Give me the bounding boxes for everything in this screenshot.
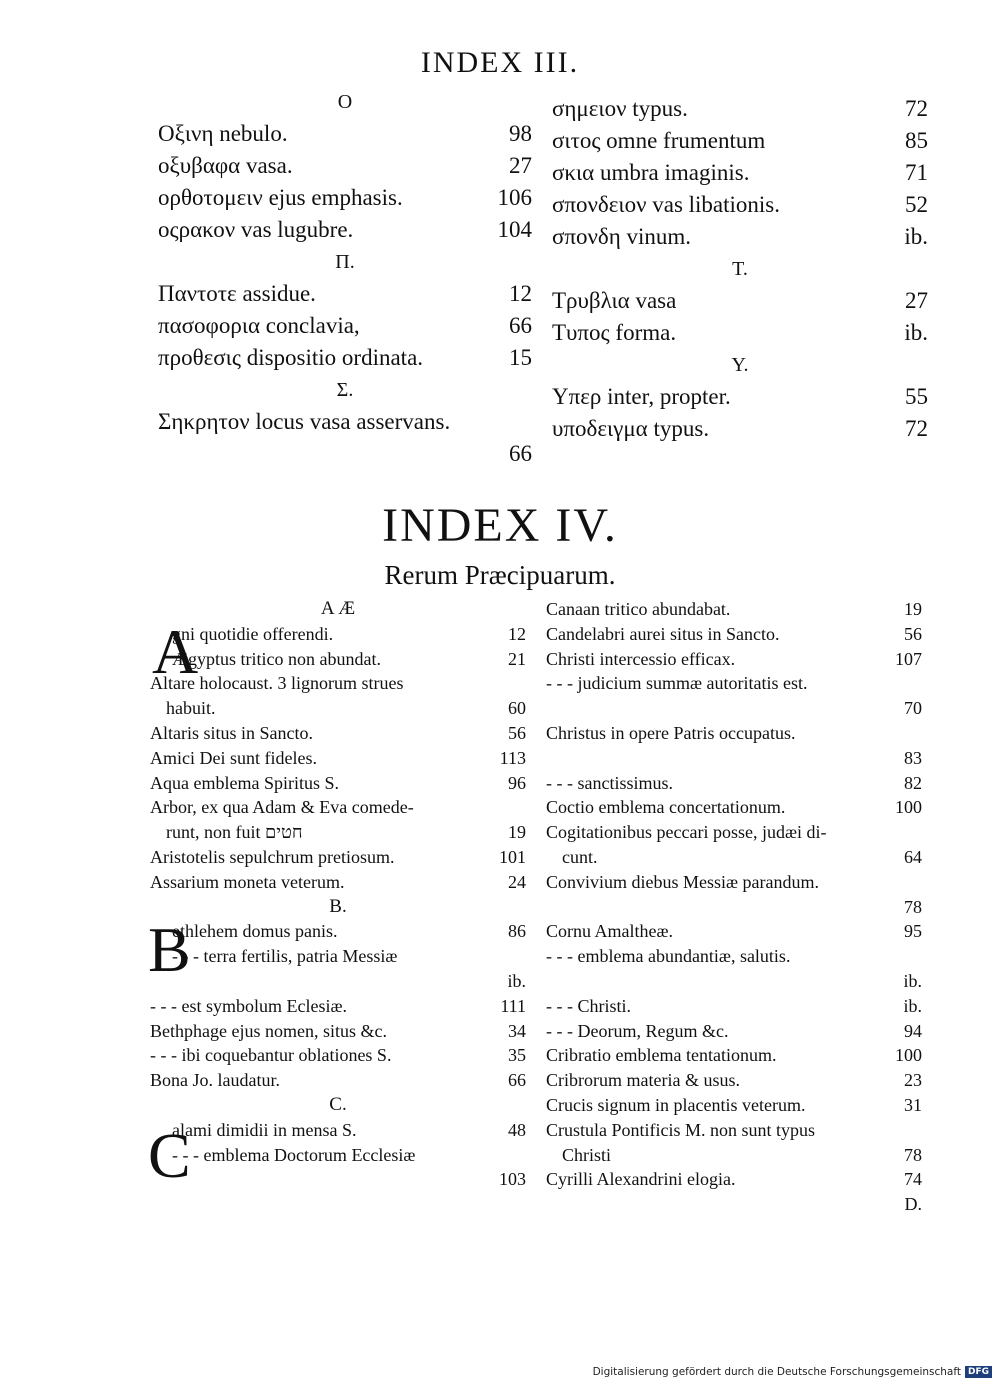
entry-text: Canaan tritico abundabat. [546, 599, 731, 619]
index-iv-subtitle: Rerum Præcipuarum. [384, 560, 616, 590]
entry-text: Bona Jo. laudatur. [150, 1070, 280, 1091]
entry-text: υποδειγμα typus. [552, 416, 710, 441]
section-letter: B. [329, 895, 347, 917]
drop-cap-a: A [152, 616, 199, 687]
entry-text [158, 438, 164, 470]
entry-text: Ægyptus tritico non abundat. [172, 648, 381, 669]
entry-text: σπονδη vinum. [552, 224, 692, 249]
entry-text [546, 1192, 551, 1217]
index-entry [546, 746, 922, 771]
section-letter: Π. [335, 251, 355, 273]
entry-page-number: 27 [509, 153, 532, 178]
greek-index-right-column [552, 93, 928, 445]
index-entry [150, 746, 526, 771]
entry-text: Altaris situs in Sancto. [150, 722, 313, 743]
index-entry [150, 1143, 526, 1168]
entry-page-number: 64 [904, 846, 922, 867]
drop-cap-b: B [148, 914, 191, 985]
entry-page-number: 78 [904, 1144, 922, 1165]
entry-page-number: ib. [507, 970, 526, 991]
index-entry [150, 1167, 526, 1192]
index-entry [546, 969, 922, 994]
entry-page-number: 56 [904, 623, 922, 644]
entry-page-number: 19 [508, 822, 526, 843]
entry-text: - - - emblema Doctorum Ecclesiæ [172, 1144, 416, 1165]
entry-page-number: 100 [895, 1045, 922, 1066]
entry-page-number: 107 [895, 648, 922, 669]
index-entry [150, 820, 526, 845]
entry-page-number: 82 [904, 772, 922, 793]
entry-text: cunt. [562, 846, 598, 867]
index-entry [158, 406, 532, 438]
index-entry [546, 1068, 922, 1093]
index-entry [150, 1118, 526, 1143]
entry-page-number: 55 [905, 384, 928, 409]
entry-page-number: 12 [508, 623, 526, 644]
index-entry [552, 157, 928, 189]
entry-text: - - - terra fertilis, patria Messiæ [172, 946, 398, 967]
index-entry [552, 93, 928, 125]
entry-text: Altare holocaust. 3 lignorum strues [150, 673, 404, 694]
index-entry [150, 969, 526, 994]
entry-text: Cribratio emblema tentationum. [546, 1045, 777, 1066]
index-entry [552, 189, 928, 221]
entry-text [150, 969, 155, 994]
index-entry [546, 622, 922, 647]
entry-page-number: 71 [905, 160, 928, 185]
entry-page-number: 15 [509, 345, 532, 370]
entry-text: - - - emblema abundantiæ, salutis. [546, 946, 791, 967]
entry-page-number: 98 [509, 121, 532, 146]
entry-page-number: 101 [499, 846, 526, 867]
index-entry [158, 118, 532, 150]
entry-text: - - - Christi. [546, 995, 631, 1016]
entry-text: προθεσις dispositio ordinata. [158, 345, 424, 370]
entry-text: Crucis signum in placentis veterum. [546, 1094, 806, 1115]
entry-page-number: ib. [904, 224, 928, 249]
index-entry [552, 381, 928, 413]
index-entry [150, 1019, 526, 1044]
section-letter: Σ. [336, 379, 354, 401]
index-entry [546, 895, 922, 920]
entry-page-number: 94 [904, 1020, 922, 1041]
entry-text: Christi [562, 1144, 612, 1165]
entry-text: ορθοτομειν ejus emphasis. [158, 185, 403, 210]
entry-page-number: D. [904, 1194, 922, 1215]
index-entry [546, 919, 922, 944]
index-entry [546, 944, 922, 969]
entry-page-number: 19 [904, 599, 922, 619]
entry-page-number: 72 [905, 96, 928, 121]
index-entry [546, 994, 922, 1019]
entry-text [546, 746, 551, 771]
entry-text: Bethphage ejus nomen, situs &c. [150, 1020, 387, 1041]
index-entry [552, 285, 928, 317]
entry-page-number: 56 [508, 722, 526, 743]
section-letter: C. [329, 1093, 347, 1115]
entry-text: Christi intercessio efficax. [546, 648, 736, 669]
entry-text: Aristotelis sepulchrum pretiosum. [150, 846, 395, 867]
section-letter: Υ. [731, 354, 749, 376]
entry-page-number: 60 [508, 698, 526, 719]
entry-page-number: 12 [509, 281, 532, 306]
index-entry [546, 1192, 922, 1217]
index-entry [546, 1167, 922, 1192]
index-entry [158, 278, 532, 310]
subject-index-left-column [150, 597, 526, 1192]
entry-text: Aqua emblema Spiritus S. [150, 772, 339, 793]
entry-page-number: 96 [508, 772, 526, 793]
subject-index-right-column [546, 597, 922, 1217]
entry-text: - - - est symbolum Eclesiæ. [150, 995, 347, 1016]
section-letter: A Æ [320, 598, 356, 619]
entry-text: σιτος omne frumentum [552, 128, 766, 153]
index-entry [158, 214, 532, 246]
index-entry [546, 1019, 922, 1044]
entry-page-number: 78 [904, 896, 922, 917]
entry-page-number: 111 [500, 995, 526, 1016]
entry-page-number: ib. [904, 320, 928, 345]
entry-text: - - - sanctissimus. [546, 772, 673, 793]
entry-text [546, 696, 551, 721]
index-entry [150, 994, 526, 1019]
entry-page-number: 21 [508, 648, 526, 669]
index-entry [552, 125, 928, 157]
index-entry [150, 647, 526, 672]
entry-text: Cribrorum materia & usus. [546, 1070, 740, 1091]
index-entry [158, 182, 532, 214]
entry-page-number: 24 [508, 871, 526, 892]
entry-page-number: 35 [508, 1045, 526, 1066]
entry-text: ethlehem domus panis. [172, 921, 338, 942]
entry-text: Coctio emblema concertationum. [546, 797, 786, 818]
entry-page-number: 31 [904, 1094, 922, 1115]
index-entry [150, 671, 526, 696]
index-entry [546, 721, 922, 746]
entry-text: gni quotidie offerendi. [172, 623, 334, 644]
index-entry [150, 771, 526, 796]
index-entry [158, 310, 532, 342]
entry-text: Christus in opere Patris occupatus. [546, 722, 796, 743]
index-entry [546, 597, 922, 622]
entry-text: Amici Dei sunt fideles. [150, 747, 317, 768]
entry-page-number: 104 [497, 217, 532, 242]
index-entry [546, 671, 922, 696]
index-entry [546, 820, 922, 845]
index-entry [150, 795, 526, 820]
index-entry [552, 221, 928, 253]
entry-page-number: 70 [904, 698, 922, 719]
entry-text: Παντοτε assidue. [158, 281, 316, 306]
section-letter: O [337, 91, 353, 113]
entry-text [150, 1167, 155, 1192]
index-entry [158, 438, 532, 470]
index-entry [546, 696, 922, 721]
index-iv-title: INDEX IV. [382, 499, 618, 552]
entry-text: σκια umbra imaginis. [552, 160, 750, 185]
index-entry [150, 944, 526, 969]
entry-text: Σηκρητον locus vasa asservans. [158, 409, 451, 434]
index-entry [546, 795, 922, 820]
index-entry [552, 317, 928, 349]
index-entry [150, 919, 526, 944]
index-entry [546, 1043, 922, 1068]
index-entry [150, 622, 526, 647]
entry-text: πασοφορια conclavia, [158, 313, 360, 338]
index-entry [546, 771, 922, 796]
entry-page-number: 66 [509, 313, 532, 338]
drop-cap-c: C [148, 1120, 191, 1191]
entry-page-number: 86 [508, 921, 526, 942]
entry-text: σημειον typus. [552, 96, 688, 121]
entry-page-number: 66 [509, 441, 532, 466]
entry-page-number: 83 [904, 747, 922, 768]
entry-text: οςρακον vas lugubre. [158, 217, 354, 242]
index-entry [546, 1093, 922, 1118]
entry-text: Arbor, ex qua Adam & Eva comede- [150, 797, 414, 818]
index-entry [150, 845, 526, 870]
entry-text: - - - ibi coquebantur oblationes S. [150, 1045, 392, 1066]
index-entry [546, 647, 922, 672]
greek-index-left-column [158, 86, 532, 470]
entry-text: Τυπος forma. [552, 320, 677, 345]
entry-page-number: 34 [508, 1020, 526, 1041]
entry-text: runt, non fuit חטים [166, 822, 303, 843]
entry-page-number: 23 [904, 1070, 922, 1091]
entry-text: alami dimidii in mensa S. [172, 1119, 357, 1140]
index-entry [552, 413, 928, 445]
entry-page-number: 103 [499, 1169, 526, 1190]
entry-page-number: 27 [905, 288, 928, 313]
section-letter: Τ. [732, 258, 748, 280]
entry-page-number: ib. [903, 970, 922, 991]
entry-text: σπονδειον vas libationis. [552, 192, 781, 217]
entry-text: Οξινη nebulo. [158, 121, 288, 146]
entry-text: Τρυβλια vasa [552, 288, 677, 313]
entry-text: - - - Deorum, Regum &c. [546, 1020, 729, 1041]
index-entry [158, 342, 532, 374]
entry-text: Crustula Pontificis M. non sunt typus [546, 1119, 816, 1140]
footer-text: Digitalisierung gefördert durch die Deutsche Forschungsgemeinschaft [592, 1366, 961, 1378]
entry-page-number: 74 [904, 1169, 922, 1190]
entry-text: Candelabri aurei situs in Sancto. [546, 623, 780, 644]
entry-text: Cyrilli Alexandrini elogia. [546, 1169, 736, 1190]
index-entry [546, 1118, 922, 1143]
entry-page-number: 72 [905, 416, 928, 441]
dfg-logo: DFG [965, 1366, 992, 1378]
entry-page-number: 95 [904, 921, 922, 942]
entry-text [546, 895, 551, 920]
index-entry [546, 1143, 922, 1168]
index-entry [150, 870, 526, 895]
digitization-footer [593, 1366, 992, 1378]
index-entry [150, 721, 526, 746]
entry-text: Cogitationibus peccari posse, judæi di- [546, 822, 827, 843]
index-entry [546, 870, 922, 895]
entry-page-number: 113 [499, 747, 526, 768]
running-header: INDEX III. [420, 46, 580, 79]
index-entry [546, 845, 922, 870]
entry-page-number: ib. [903, 995, 922, 1016]
entry-text: οξυβαφα vasa. [158, 153, 293, 178]
index-entry [150, 696, 526, 721]
entry-page-number: 52 [905, 192, 928, 217]
index-entry [150, 1043, 526, 1068]
entry-page-number: 106 [497, 185, 532, 210]
entry-text: habuit. [166, 698, 216, 719]
entry-text: Convivium diebus Messiæ parandum. [546, 871, 819, 892]
entry-text: Assarium moneta veterum. [150, 871, 345, 892]
entry-page-number: 48 [508, 1119, 526, 1140]
entry-text: Υπερ inter, propter. [552, 384, 731, 409]
index-entry [158, 150, 532, 182]
index-entry [150, 1068, 526, 1093]
entry-text: - - - judicium summæ autoritatis est. [546, 673, 808, 694]
entry-text: Cornu Amaltheæ. [546, 921, 673, 942]
entry-page-number: 66 [508, 1070, 526, 1091]
entry-text [546, 969, 551, 994]
entry-page-number: 100 [895, 797, 922, 818]
entry-page-number: 85 [905, 128, 928, 153]
